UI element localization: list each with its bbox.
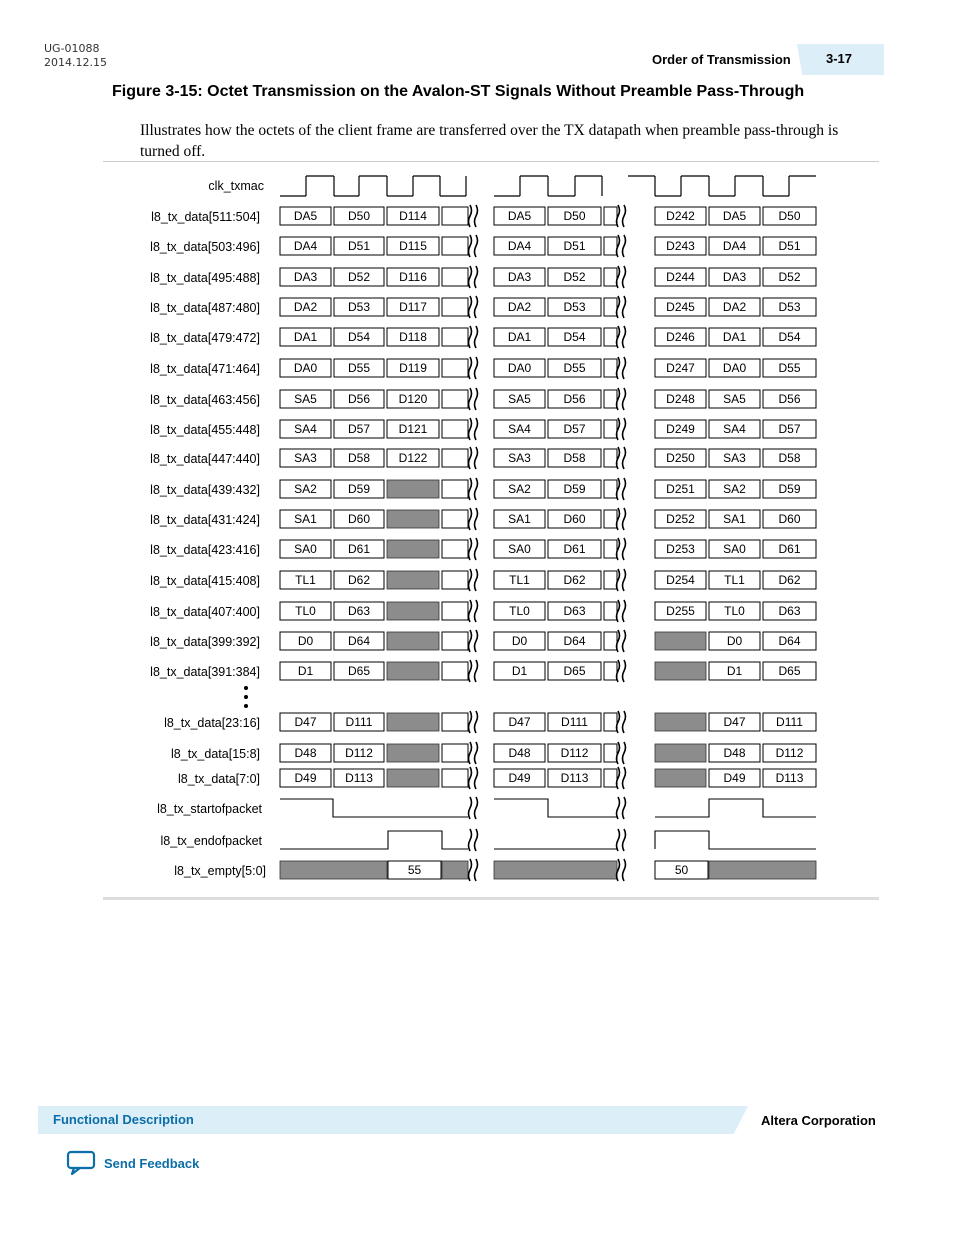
- bus-row-9-value-5: D59: [563, 482, 586, 496]
- bus-row-4-value-2: D118: [399, 330, 427, 344]
- bus-row-2-value-0: DA3: [293, 270, 318, 284]
- bus-row-1-value-8: DA4: [722, 239, 747, 253]
- empty-dont-care-3: [494, 861, 617, 879]
- bus-row-3-value-4: DA2: [507, 300, 532, 314]
- empty-label: l8_tx_empty[5:0]: [174, 864, 266, 878]
- bus-row-16-dont-care-2: [387, 713, 439, 731]
- bus-row-17-value-9: D112: [775, 746, 804, 760]
- bus-row-18-dont-care-7: [655, 769, 706, 787]
- bus-row-12-break-1: [617, 569, 626, 591]
- bus-row-9-value-1: D59: [347, 482, 371, 496]
- bus-row-5-value-7: D247: [666, 361, 695, 375]
- bus-row-18-value-9: D113: [775, 771, 804, 785]
- bus-row-9-value-4: SA2: [508, 482, 531, 496]
- bus-row-1-value-9: D51: [778, 239, 801, 253]
- startofpacket-break-0: [469, 797, 478, 819]
- bus-row-9-value-7: D251: [666, 482, 695, 496]
- empty-break-1: [617, 859, 626, 881]
- bus-row-1-break-1: [617, 235, 626, 257]
- bus-row-7-value-5: D57: [563, 422, 586, 436]
- bus-row-10-value-1: D60: [347, 512, 371, 526]
- bus-row-8-value-1: D58: [347, 451, 371, 465]
- figure-title: Figure 3-15: Octet Transmission on the Avalon-ST Signals Without Preamble Pass-Through: [112, 83, 805, 100]
- bus-row-3-break-1: [617, 296, 626, 318]
- bus-row-0-value-7: D242: [666, 209, 695, 223]
- bus-row-1-cell-6: [604, 237, 617, 255]
- bus-row-9-value-8: SA2: [723, 482, 746, 496]
- bus-row-10-value-4: SA1: [508, 512, 531, 526]
- bus-row-7-label: l8_tx_data[455:448]: [150, 423, 260, 437]
- bus-row-9-cell-6: [604, 480, 617, 498]
- bus-row-6-label: l8_tx_data[463:456]: [150, 393, 260, 407]
- bus-row-1-value-2: D115: [399, 239, 427, 253]
- bus-row-10-value-0: SA1: [294, 512, 317, 526]
- bus-row-16-value-0: D47: [294, 715, 317, 729]
- bus-row-12-value-7: D254: [666, 573, 695, 587]
- bus-row-4-cell-3: [442, 328, 468, 346]
- bus-row-2-cell-6: [604, 268, 617, 286]
- bus-row-18-value-1: D113: [345, 771, 373, 785]
- bus-row-5-break-1: [617, 357, 626, 379]
- bus-row-11-dont-care-2: [387, 540, 439, 558]
- bus-row-15-break-0: [469, 660, 478, 682]
- bus-row-11-value-9: D61: [778, 542, 801, 556]
- bus-row-1-value-4: DA4: [507, 239, 532, 253]
- bus-row-5-value-4: DA0: [507, 361, 532, 375]
- bus-row-0-value-5: D50: [563, 209, 586, 223]
- bus-row-13-dont-care-2: [387, 602, 439, 620]
- bus-row-3-value-2: D117: [399, 300, 427, 314]
- bus-row-7-value-9: D57: [778, 422, 801, 436]
- bus-row-5-value-2: D119: [399, 361, 427, 375]
- bus-row-0-value-8: DA5: [722, 209, 747, 223]
- bus-row-14-value-4: D0: [511, 634, 528, 648]
- bus-row-7-break-0: [469, 418, 478, 440]
- ellipsis-dot-0: [244, 686, 248, 690]
- bus-row-16-value-9: D111: [776, 715, 803, 729]
- bus-row-10-dont-care-2: [387, 510, 439, 528]
- bus-row-12-break-0: [469, 569, 478, 591]
- bus-row-8-value-0: SA3: [294, 451, 317, 465]
- bus-row-14-value-0: D0: [297, 634, 314, 648]
- bus-row-16-cell-3: [442, 713, 468, 731]
- bus-row-14-value-9: D64: [778, 634, 801, 648]
- feedback-speech-bubble-icon: [66, 1150, 96, 1176]
- bus-row-17-break-0: [469, 742, 478, 764]
- bus-row-14-cell-6: [604, 632, 617, 650]
- bus-row-6-value-2: D120: [398, 392, 428, 406]
- bus-row-15-dont-care-2: [387, 662, 439, 680]
- bus-row-18-dont-care-2: [387, 769, 439, 787]
- bus-row-2-value-4: DA3: [507, 270, 532, 284]
- bus-row-10-value-5: D60: [563, 512, 586, 526]
- bus-row-5-value-8: DA0: [722, 361, 747, 375]
- bus-row-15-label: l8_tx_data[391:384]: [150, 665, 260, 679]
- bus-row-0-break-1: [617, 205, 626, 227]
- bus-row-10-value-9: D60: [778, 512, 801, 526]
- bus-row-0-value-4: DA5: [507, 209, 532, 223]
- bus-row-14-label: l8_tx_data[399:392]: [150, 635, 260, 649]
- bus-row-10-break-1: [617, 508, 626, 530]
- bus-row-13-value-7: D255: [666, 604, 695, 618]
- bus-row-6-value-1: D56: [347, 392, 371, 406]
- bus-row-6-value-5: D56: [563, 392, 586, 406]
- bus-row-2-value-1: D52: [347, 270, 371, 284]
- bus-row-13-value-1: D63: [347, 604, 371, 618]
- bus-row-8-value-4: SA3: [508, 451, 531, 465]
- header-section-title: Order of Transmission: [652, 52, 791, 67]
- bus-row-15-value-4: D1: [511, 664, 528, 678]
- bus-row-18-break-1: [617, 767, 626, 789]
- bus-row-12-label: l8_tx_data[415:408]: [150, 574, 260, 588]
- endofpacket-waveform: [280, 831, 816, 849]
- bus-row-1-value-1: D51: [347, 239, 371, 253]
- bus-row-9-dont-care-2: [387, 480, 439, 498]
- clock-signal-label: clk_txmac: [208, 179, 264, 193]
- bus-row-12-dont-care-2: [387, 571, 439, 589]
- bus-row-18-value-0: D49: [294, 771, 317, 785]
- bus-row-7-value-1: D57: [347, 422, 371, 436]
- bus-row-15-break-1: [617, 660, 626, 682]
- startofpacket-waveform: [280, 799, 816, 817]
- bus-row-7-value-2: D121: [398, 422, 428, 436]
- bus-row-8-value-8: SA3: [723, 451, 746, 465]
- bus-row-12-cell-6: [604, 571, 617, 589]
- bus-row-13-value-5: D63: [563, 604, 586, 618]
- bus-row-14-dont-care-7: [655, 632, 706, 650]
- bus-row-18-label: l8_tx_data[7:0]: [177, 772, 260, 786]
- bus-row-17-dont-care-7: [655, 744, 706, 762]
- bus-row-16-dont-care-7: [655, 713, 706, 731]
- ellipsis-dot-2: [244, 704, 248, 708]
- bus-row-6-value-7: D248: [666, 392, 695, 406]
- bus-row-6-value-0: SA5: [294, 392, 317, 406]
- bus-row-16-cell-6: [604, 713, 617, 731]
- bus-row-12-value-1: D62: [347, 573, 371, 587]
- bus-row-8-value-2: D122: [398, 451, 428, 465]
- page-number: 3-17: [826, 51, 853, 66]
- bus-row-12-value-9: D62: [778, 573, 801, 587]
- bus-row-5-value-0: DA0: [293, 361, 318, 375]
- bus-row-1-value-5: D51: [563, 239, 586, 253]
- startofpacket-label: l8_tx_startofpacket: [157, 802, 262, 816]
- bus-row-11-label: l8_tx_data[423:416]: [150, 543, 260, 557]
- bus-row-12-value-4: TL1: [509, 573, 530, 587]
- bus-row-11-break-0: [469, 538, 478, 560]
- bus-row-8-cell-6: [604, 449, 617, 467]
- bus-row-16-break-0: [469, 711, 478, 733]
- bus-row-18-cell-6: [604, 769, 617, 787]
- bus-row-4-value-0: DA1: [293, 330, 318, 344]
- bus-row-6-cell-6: [604, 390, 617, 408]
- bus-row-8-value-9: D58: [778, 451, 801, 465]
- bus-row-6-break-1: [617, 388, 626, 410]
- doc-number: UG-01088: [44, 42, 100, 55]
- bus-row-18-value-5: D113: [560, 771, 589, 785]
- bus-row-8-break-0: [469, 447, 478, 469]
- bus-row-13-break-0: [469, 600, 478, 622]
- bus-row-14-value-8: D0: [726, 634, 743, 648]
- bus-row-14-dont-care-2: [387, 632, 439, 650]
- bus-row-3-break-0: [469, 296, 478, 318]
- bus-row-12-value-0: TL1: [295, 573, 316, 587]
- bus-row-2-value-2: D116: [399, 270, 427, 284]
- bus-row-4-value-4: DA1: [507, 330, 532, 344]
- bus-row-15-cell-6: [604, 662, 617, 680]
- bus-row-14-break-1: [617, 630, 626, 652]
- bus-row-4-value-1: D54: [347, 330, 371, 344]
- bus-row-10-label: l8_tx_data[431:424]: [150, 513, 260, 527]
- bus-row-14-value-5: D64: [563, 634, 586, 648]
- bus-row-5-cell-6: [604, 359, 617, 377]
- bus-row-8-label: l8_tx_data[447:440]: [150, 452, 260, 466]
- bus-row-17-value-5: D112: [560, 746, 589, 760]
- bus-row-3-cell-6: [604, 298, 617, 316]
- bus-row-16-value-8: D47: [723, 715, 746, 729]
- bus-row-17-value-1: D112: [345, 746, 373, 760]
- bus-row-3-value-8: DA2: [722, 300, 747, 314]
- bus-row-17-cell-6: [604, 744, 617, 762]
- bus-row-9-value-9: D59: [778, 482, 801, 496]
- bus-row-3-cell-3: [442, 298, 468, 316]
- ellipsis-dot-1: [244, 695, 248, 699]
- bus-row-12-value-5: D62: [563, 573, 586, 587]
- bus-row-10-cell-6: [604, 510, 617, 528]
- bus-row-7-value-7: D249: [666, 422, 695, 436]
- bus-row-4-break-1: [617, 326, 626, 348]
- bus-row-7-break-1: [617, 418, 626, 440]
- bus-row-0-label: l8_tx_data[511:504]: [151, 210, 260, 224]
- bus-row-13-break-1: [617, 600, 626, 622]
- endofpacket-break-0: [469, 829, 478, 851]
- figure-bottom-rule: [103, 897, 879, 900]
- bus-row-8-break-1: [617, 447, 626, 469]
- bus-row-5-label: l8_tx_data[471:464]: [150, 362, 260, 376]
- bus-row-3-value-7: D245: [666, 300, 695, 314]
- figure-description: Illustrates how the octets of the client frame are transferred over the TX datapath when preamble pass-through is turned off.: [140, 122, 839, 160]
- bus-row-6-break-0: [469, 388, 478, 410]
- bus-row-11-break-1: [617, 538, 626, 560]
- bus-row-18-break-0: [469, 767, 478, 789]
- bus-row-15-value-8: D1: [726, 664, 743, 678]
- bus-row-12-value-8: TL1: [724, 573, 745, 587]
- bus-row-9-break-0: [469, 478, 478, 500]
- bus-row-11-value-8: SA0: [723, 542, 746, 556]
- send-feedback-label: Send Feedback: [104, 1155, 200, 1171]
- bus-row-10-value-8: SA1: [723, 512, 746, 526]
- bus-row-15-dont-care-7: [655, 662, 706, 680]
- bus-row-6-value-4: SA5: [508, 392, 531, 406]
- bus-row-16-value-5: D111: [561, 715, 588, 729]
- bus-row-11-cell-6: [604, 540, 617, 558]
- bus-row-2-value-7: D244: [666, 270, 695, 284]
- bus-row-1-value-0: DA4: [293, 239, 318, 253]
- bus-row-15-value-0: D1: [297, 664, 314, 678]
- bus-row-13-value-4: TL0: [509, 604, 530, 618]
- bus-row-9-break-1: [617, 478, 626, 500]
- bus-row-17-value-0: D48: [294, 746, 317, 760]
- bus-row-4-value-7: D246: [666, 330, 695, 344]
- bus-row-1-label: l8_tx_data[503:496]: [150, 240, 260, 254]
- bus-row-7-cell-3: [442, 420, 468, 438]
- bus-row-5-value-9: D55: [778, 361, 801, 375]
- bus-row-16-break-1: [617, 711, 626, 733]
- bus-row-7-value-8: SA4: [723, 422, 746, 436]
- bus-row-4-value-5: D54: [563, 330, 586, 344]
- bus-row-13-value-0: TL0: [295, 604, 316, 618]
- bus-row-6-value-9: D56: [778, 392, 801, 406]
- bus-row-15-value-1: D65: [347, 664, 371, 678]
- bus-row-10-break-0: [469, 508, 478, 530]
- empty-value-1: 55: [407, 863, 422, 877]
- bus-row-17-dont-care-2: [387, 744, 439, 762]
- bus-row-8-value-5: D58: [563, 451, 586, 465]
- bus-row-3-value-9: D53: [778, 300, 801, 314]
- empty-dont-care-5: [709, 861, 816, 879]
- bus-row-14-cell-3: [442, 632, 468, 650]
- bus-row-17-value-4: D48: [508, 746, 531, 760]
- bus-row-0-value-2: D114: [399, 209, 427, 223]
- bus-row-13-label: l8_tx_data[407:400]: [150, 605, 260, 619]
- bus-row-10-value-7: D252: [666, 512, 695, 526]
- clock-waveform: [280, 176, 816, 196]
- bus-row-0-value-9: D50: [778, 209, 801, 223]
- bus-row-18-value-4: D49: [508, 771, 531, 785]
- empty-break-0: [469, 859, 478, 881]
- bus-row-16-label: l8_tx_data[23:16]: [164, 716, 260, 730]
- bus-row-13-cell-3: [442, 602, 468, 620]
- bus-row-2-cell-3: [442, 268, 468, 286]
- bus-row-6-cell-3: [442, 390, 468, 408]
- bus-row-1-value-7: D243: [666, 239, 695, 253]
- bus-row-0-break-0: [469, 205, 478, 227]
- empty-dont-care-2: [442, 861, 468, 879]
- bus-row-9-cell-3: [442, 480, 468, 498]
- bus-row-4-break-0: [469, 326, 478, 348]
- startofpacket-break-1: [617, 797, 626, 819]
- footer-section-link[interactable]: Functional Description: [53, 1112, 194, 1127]
- bus-row-7-value-0: SA4: [294, 422, 317, 436]
- bus-row-2-value-8: DA3: [722, 270, 747, 284]
- bus-row-15-value-5: D65: [563, 664, 586, 678]
- bus-row-1-cell-3: [442, 237, 468, 255]
- send-feedback-link[interactable]: [66, 1150, 199, 1176]
- bus-row-11-value-4: SA0: [508, 542, 531, 556]
- bus-row-11-cell-3: [442, 540, 468, 558]
- bus-row-17-cell-3: [442, 744, 468, 762]
- bus-row-5-break-0: [469, 357, 478, 379]
- bus-row-16-value-1: D111: [345, 715, 373, 729]
- bus-row-10-cell-3: [442, 510, 468, 528]
- bus-row-0-value-1: D50: [347, 209, 371, 223]
- bus-row-2-label: l8_tx_data[495:488]: [150, 271, 260, 285]
- bus-row-4-value-8: DA1: [722, 330, 747, 344]
- bus-row-3-value-5: D53: [563, 300, 586, 314]
- bus-row-4-label: l8_tx_data[479:472]: [150, 331, 260, 345]
- bus-row-7-cell-6: [604, 420, 617, 438]
- bus-row-8-value-7: D250: [666, 451, 695, 465]
- bus-row-7-value-4: SA4: [508, 422, 531, 436]
- footer-company: Altera Corporation: [761, 1113, 876, 1128]
- bus-row-5-value-5: D55: [563, 361, 586, 375]
- bus-row-18-value-8: D49: [723, 771, 746, 785]
- bus-row-8-cell-3: [442, 449, 468, 467]
- bus-row-3-value-1: D53: [347, 300, 371, 314]
- bus-row-9-label: l8_tx_data[439:432]: [150, 483, 260, 497]
- bus-row-0-cell-3: [442, 207, 468, 225]
- bus-row-14-value-1: D64: [347, 634, 371, 648]
- bus-row-2-break-1: [617, 266, 626, 288]
- bus-row-9-value-0: SA2: [294, 482, 317, 496]
- bus-row-12-cell-3: [442, 571, 468, 589]
- bus-row-4-value-9: D54: [778, 330, 801, 344]
- bus-row-4-cell-6: [604, 328, 617, 346]
- bus-row-17-break-1: [617, 742, 626, 764]
- bus-row-17-label: l8_tx_data[15:8]: [171, 747, 260, 761]
- bus-row-15-value-9: D65: [778, 664, 801, 678]
- bus-row-0-value-0: DA5: [293, 209, 318, 223]
- endofpacket-break-1: [617, 829, 626, 851]
- bus-row-18-cell-3: [442, 769, 468, 787]
- bus-row-1-break-0: [469, 235, 478, 257]
- empty-dont-care-0: [280, 861, 387, 879]
- bus-row-0-cell-6: [604, 207, 617, 225]
- bus-row-13-value-9: D63: [778, 604, 801, 618]
- bus-row-6-value-8: SA5: [723, 392, 746, 406]
- bus-row-11-value-7: D253: [666, 542, 695, 556]
- bus-row-17-value-8: D48: [723, 746, 746, 760]
- bus-row-2-break-0: [469, 266, 478, 288]
- bus-row-14-break-0: [469, 630, 478, 652]
- bus-row-3-label: l8_tx_data[487:480]: [150, 301, 260, 315]
- empty-value-4: 50: [674, 863, 689, 877]
- bus-row-2-value-5: D52: [563, 270, 586, 284]
- bus-row-5-cell-3: [442, 359, 468, 377]
- bus-row-11-value-1: D61: [347, 542, 371, 556]
- bus-row-5-value-1: D55: [347, 361, 371, 375]
- bus-row-3-value-0: DA2: [293, 300, 318, 314]
- doc-date: 2014.12.15: [44, 56, 107, 69]
- bus-row-2-value-9: D52: [778, 270, 801, 284]
- endofpacket-label: l8_tx_endofpacket: [160, 834, 262, 848]
- bus-row-16-value-4: D47: [508, 715, 531, 729]
- bus-row-13-value-8: TL0: [724, 604, 745, 618]
- bus-row-11-value-0: SA0: [294, 542, 317, 556]
- bus-row-15-cell-3: [442, 662, 468, 680]
- bus-row-11-value-5: D61: [563, 542, 586, 556]
- bus-row-13-cell-6: [604, 602, 617, 620]
